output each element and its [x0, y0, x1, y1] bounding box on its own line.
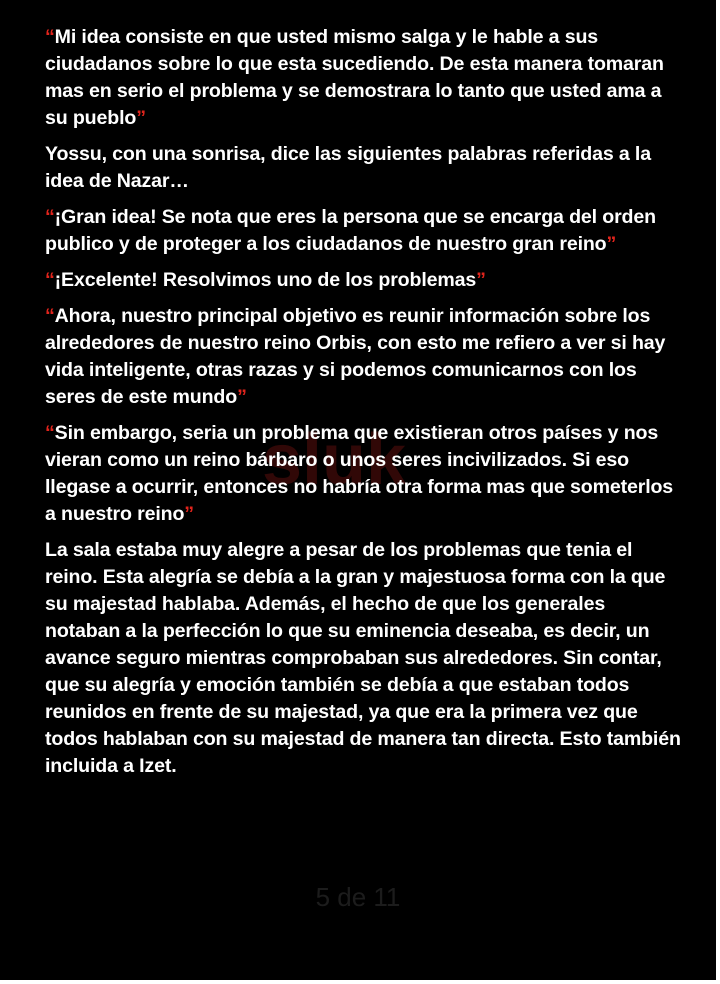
paragraph-text: Sin embargo, seria un problema que existieran otros países y nos vieran como un reino bárbaro o unos seres incivilizados. Si eso llegase a ocurrir, entonces no habría otra forma mas que someterlos a nuestro reino	[45, 422, 674, 525]
watermark: sluk	[262, 420, 407, 500]
close-quote-mark: ”	[606, 233, 617, 255]
dialogue-paragraph-2	[45, 204, 685, 258]
dialogue-paragraph-4	[45, 303, 685, 411]
paragraph-text: Ahora, nuestro principal objetivo es reunir información sobre los alrededores de nuestro reino Orbis, con esto me refiero a ver si hay vida inteligente, otras razas y si podemos comunicarnos con los seres de este mundo	[45, 305, 666, 408]
narration-paragraph-1	[45, 141, 685, 195]
close-quote-mark: ”	[184, 503, 194, 525]
paragraph-text: ¡Excelente! Resolvimos uno de los problemas	[54, 269, 477, 291]
open-quote-mark: “	[45, 26, 55, 48]
page-number: 5 de 11	[315, 882, 401, 912]
paragraph-text: Yossu, con una sonrisa, dice las siguientes palabras referidas a la idea de Nazar…	[45, 143, 651, 192]
open-quote-mark: “	[45, 422, 55, 444]
paragraph-text: Mi idea consiste en que usted mismo salga y le hable a sus ciudadanos sobre lo que esta sucediendo. De esta manera tomaran mas en serio el problema y se demostrara lo tanto que usted ama a su pueblo	[45, 26, 664, 129]
narration-paragraph-2	[45, 537, 685, 780]
open-quote-mark: “	[45, 269, 55, 291]
frame-border-bottom	[0, 980, 720, 984]
dialogue-paragraph-5	[45, 420, 685, 528]
story-text	[45, 24, 685, 789]
frame-border-right	[716, 0, 720, 984]
dialogue-paragraph-1	[45, 24, 685, 132]
open-quote-mark: “	[45, 305, 55, 327]
paragraph-text: La sala estaba muy alegre a pesar de los problemas que tenia el reino. Esta alegría se debía a la gran y majestuosa forma con la que su majestad hablaba. Además, el hecho de que los generales notaban a la perfección lo que su eminencia deseaba, es decir, un avance seguro mientras comprobaban sus alrededores. Sin contar, que su alegría y emoción también se debía a que estaban todos reunidos en frente de su majestad, ya que era la primera vez que todos hablaban con su majestad de manera tan directa. Esto también incluida a Izet.	[45, 539, 681, 777]
close-quote-mark: ”	[237, 386, 247, 408]
open-quote-mark: “	[45, 206, 55, 228]
dialogue-paragraph-3	[45, 267, 685, 294]
paragraph-text: ¡Gran idea! Se nota que eres la persona que se encarga del orden publico y de proteger a los ciudadanos de nuestro gran reino	[45, 206, 656, 255]
close-quote-mark: ”	[136, 107, 146, 129]
close-quote-mark: ”	[476, 269, 486, 291]
